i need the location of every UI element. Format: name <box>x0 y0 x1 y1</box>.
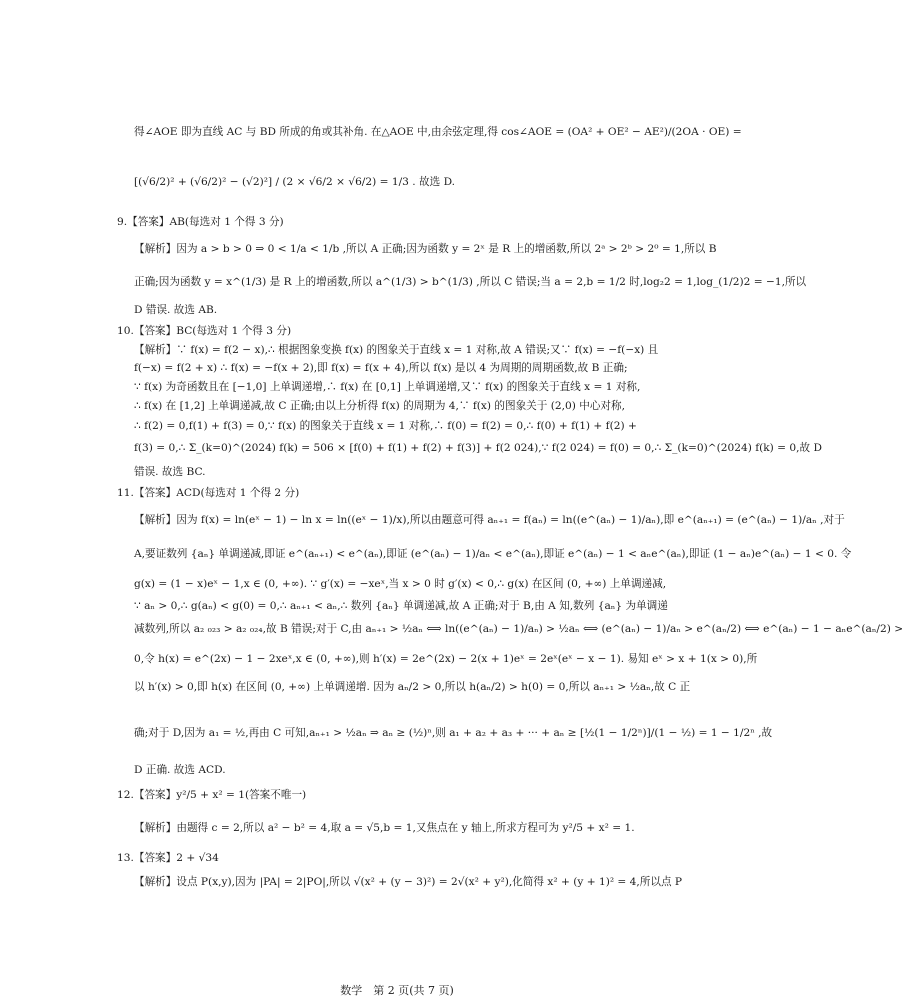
text-line-q9: 9.【答案】AB(每选对 1 个得 3 分) <box>117 216 284 228</box>
text-line-q11c: g(x) = (1 − x)eˣ − 1,x ∈ (0, +∞). ∵ g′(x) = −xeˣ,当 x > 0 时 g′(x) < 0,∴ g(x) 在区间 (0, +∞) 上单调递减, <box>134 578 667 590</box>
text-line-q10: 10.【答案】BC(每选对 1 个得 3 分) <box>117 325 292 337</box>
text-line-q10a: 【解析】∵ f(x) = f(2 − x),∴ 根据图象变换 f(x) 的图象关于直线 x = 1 对称,故 A 错误;又∵ f(x) = −f(−x) 且 <box>134 344 659 356</box>
text-line-q10f: f(3) = 0,∴ Σ_(k=0)^(2024) f(k) = 506 × [f(0) + f(1) + f(2) + f(3)] + f(2 024),∵ f(2 024) = f(0) = 0,∴ Σ_(k=0)^(2024) f(k) = 0,故 D <box>134 442 822 454</box>
text-line-q10c: ∵ f(x) 为奇函数且在 [−1,0] 上单调递增,∴ f(x) 在 [0,1] 上单调递增,又∵ f(x) 的图象关于直线 x = 1 对称, <box>134 381 641 393</box>
text-line-l2: [(√6/2)² + (√6/2)² − (√2)²] / (2 × √6/2 × √6/2) = 1/3 . 故选 D. <box>134 176 456 188</box>
text-line-q11a: 【解析】因为 f(x) = ln(eˣ − 1) − ln x = ln((eˣ − 1)/x),所以由题意可得 aₙ₊₁ = f(aₙ) = ln((e^(aₙ) − 1)/aₙ),即 e^(aₙ₊₁) = (e^(aₙ) − 1)/aₙ ,对于 <box>134 514 845 526</box>
text-line-q10b: f(−x) = f(2 + x) ∴ f(x) = −f(x + 2),即 f(x) = f(x + 4),所以 f(x) 是以 4 为周期的周期函数,故 B 正确; <box>134 362 628 374</box>
text-line-q9c: D 错误. 故选 AB. <box>134 304 218 316</box>
text-line-q10d: ∴ f(x) 在 [1,2] 上单调递减,故 C 正确;由以上分析得 f(x) 的周期为 4,∵ f(x) 的图象关于 (2,0) 中心对称, <box>134 400 625 412</box>
text-line-q12: 12.【答案】y²/5 + x² = 1(答案不唯一) <box>117 789 307 801</box>
text-line-q10e: ∴ f(2) = 0,f(1) + f(3) = 0,∵ f(x) 的图象关于直线 x = 1 对称,∴ f(0) = f(2) = 0,∴ f(0) + f(1) + f(2) + <box>134 420 637 432</box>
text-line-q11i: D 正确. 故选 ACD. <box>134 764 226 776</box>
text-line-q13a: 【解析】设点 P(x,y),因为 |PA| = 2|PO|,所以 √(x² + (y − 3)²) = 2√(x² + y²),化简得 x² + (y + 1)² = 4,所以点 P <box>134 876 683 888</box>
page-footer: 数学 第 2 页(共 7 页) <box>340 984 454 997</box>
text-line-q9a: 【解析】因为 a > b > 0 ⇒ 0 < 1/a < 1/b ,所以 A 正确;因为函数 y = 2ˣ 是 R 上的增函数,所以 2ᵃ > 2ᵇ > 2⁰ = 1,所以 B <box>134 243 717 255</box>
text-line-q11g: 以 h′(x) > 0,即 h(x) 在区间 (0, +∞) 上单调递增. 因为 aₙ/2 > 0,所以 h(aₙ/2) > h(0) = 0,所以 aₙ₊₁ > ½aₙ,故 C 正 <box>134 681 691 693</box>
text-line-q11e: 减数列,所以 a₂ ₀₂₃ > a₂ ₀₂₄,故 B 错误;对于 C,由 aₙ₊₁ > ½aₙ ⟺ ln((e^(aₙ) − 1)/aₙ) > ½aₙ ⟺ (e^(aₙ) − 1)/aₙ > e^(aₙ/2) ⟺ e^(aₙ) − 1 − aₙe^(aₙ/2) > <box>134 623 903 635</box>
text-line-q9b: 正确;因为函数 y = x^(1/3) 是 R 上的增函数,所以 a^(1/3) > b^(1/3) ,所以 C 错误;当 a = 2,b = 1/2 时,log₂2 = 1,log_(1/2)2 = −1,所以 <box>134 276 807 288</box>
text-line-q12a: 【解析】由题得 c = 2,所以 a² − b² = 4,取 a = √5,b = 1,又焦点在 y 轴上,所求方程可为 y²/5 + x² = 1. <box>134 822 635 834</box>
text-line-q11: 11.【答案】ACD(每选对 1 个得 2 分) <box>117 487 300 499</box>
text-line-q13: 13.【答案】2 + √34 <box>117 852 219 864</box>
text-line-l1: 得∠AOE 即为直线 AC 与 BD 所成的角或其补角. 在△AOE 中,由余弦定理,得 cos∠AOE = (OA² + OE² − AE²)/(2OA · OE) = <box>134 126 742 138</box>
text-line-q11h: 确;对于 D,因为 a₁ = ½,再由 C 可知,aₙ₊₁ > ½aₙ ⇒ aₙ ≥ (½)ⁿ,则 a₁ + a₂ + a₃ + ··· + aₙ ≥ [½(1 − 1/2ⁿ)]/(1 − ½) = 1 − 1/2ⁿ ,故 <box>134 727 773 739</box>
text-line-q11d: ∵ aₙ > 0,∴ g(aₙ) < g(0) = 0,∴ aₙ₊₁ < aₙ,∴ 数列 {aₙ} 单调递减,故 A 正确;对于 B,由 A 知,数列 {aₙ} 为单调递 <box>134 600 668 612</box>
text-line-q11f: 0,令 h(x) = e^(2x) − 1 − 2xeˣ,x ∈ (0, +∞),则 h′(x) = 2e^(2x) − 2(x + 1)eˣ = 2eˣ(eˣ − x − 1). 易知 eˣ > x + 1(x > 0),所 <box>134 653 758 665</box>
text-line-q10g: 错误. 故选 BC. <box>134 466 206 478</box>
text-line-q11b: A,要证数列 {aₙ} 单调递减,即证 e^(aₙ₊₁) < e^(aₙ),即证 (e^(aₙ) − 1)/aₙ < e^(aₙ),即证 e^(aₙ) − 1 < aₙe^(aₙ),即证 (1 − aₙ)e^(aₙ) − 1 < 0. 令 <box>134 548 852 560</box>
